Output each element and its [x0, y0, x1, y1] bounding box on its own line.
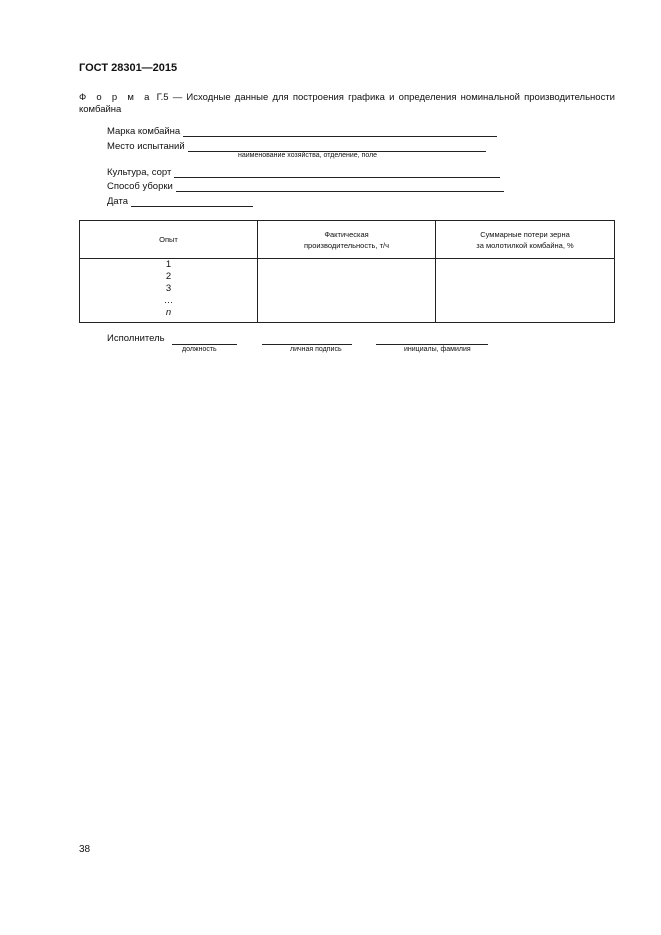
- combine-brand-field: [107, 125, 497, 137]
- header-productivity-line2: производительность, т/ч: [303, 240, 390, 250]
- table-row-number: 3: [165, 283, 172, 294]
- date-line[interactable]: [131, 196, 253, 207]
- header-losses: [436, 221, 615, 259]
- signature-note: личная подпись: [290, 346, 342, 353]
- harvest-method-field: [107, 180, 504, 192]
- test-place-note: наименование хозяйства, отделение, поле: [238, 152, 378, 159]
- form-caption: [79, 92, 615, 115]
- test-place-field: [107, 140, 486, 152]
- crop-label: Культура, сорт: [107, 167, 172, 178]
- combine-brand-label: Марка комбайна: [107, 126, 181, 137]
- date-field: [107, 195, 253, 207]
- table-body-row: [80, 259, 615, 323]
- signature-line[interactable]: [262, 344, 352, 345]
- form-caption-prefix: Ф о р м а: [79, 92, 153, 103]
- header-losses-line1: Суммарные потери зерна: [480, 229, 570, 239]
- header-productivity: [258, 221, 436, 259]
- date-label: Дата: [107, 196, 129, 207]
- table-row-number: 1: [165, 259, 172, 270]
- combine-brand-line[interactable]: [183, 126, 497, 137]
- losses-values-cell[interactable]: [436, 259, 615, 323]
- table-row-number: …: [163, 295, 174, 306]
- crop-field: [107, 166, 500, 178]
- test-place-label: Место испытаний: [107, 141, 185, 152]
- table-row-number: 2: [165, 271, 172, 282]
- header-losses-line2: за молотилкой комбайна, %: [476, 240, 574, 250]
- page-number: 38: [79, 844, 91, 855]
- name-note: инициалы, фамилия: [404, 346, 471, 353]
- position-note: должность: [182, 346, 217, 353]
- header-productivity-line1: Фактическая: [324, 229, 369, 239]
- form-caption-text: Г.5 — Исходные данные для построения графика и определения номинальной производительности комбайна: [79, 92, 615, 115]
- data-table: [79, 220, 615, 323]
- table-row-number: n: [165, 307, 172, 318]
- table-header-row: [80, 221, 615, 259]
- header-experiment: Опыт: [80, 221, 258, 259]
- name-line[interactable]: [376, 344, 488, 345]
- harvest-method-label: Способ уборки: [107, 181, 173, 192]
- crop-line[interactable]: [174, 167, 500, 178]
- harvest-method-line[interactable]: [176, 181, 504, 192]
- productivity-values-cell[interactable]: [258, 259, 436, 323]
- test-place-line[interactable]: [188, 141, 486, 152]
- executor-label: Исполнитель: [107, 333, 165, 344]
- standard-title: ГОСТ 28301—2015: [79, 62, 178, 74]
- experiment-numbers-cell: [80, 259, 258, 323]
- position-line[interactable]: [172, 344, 237, 345]
